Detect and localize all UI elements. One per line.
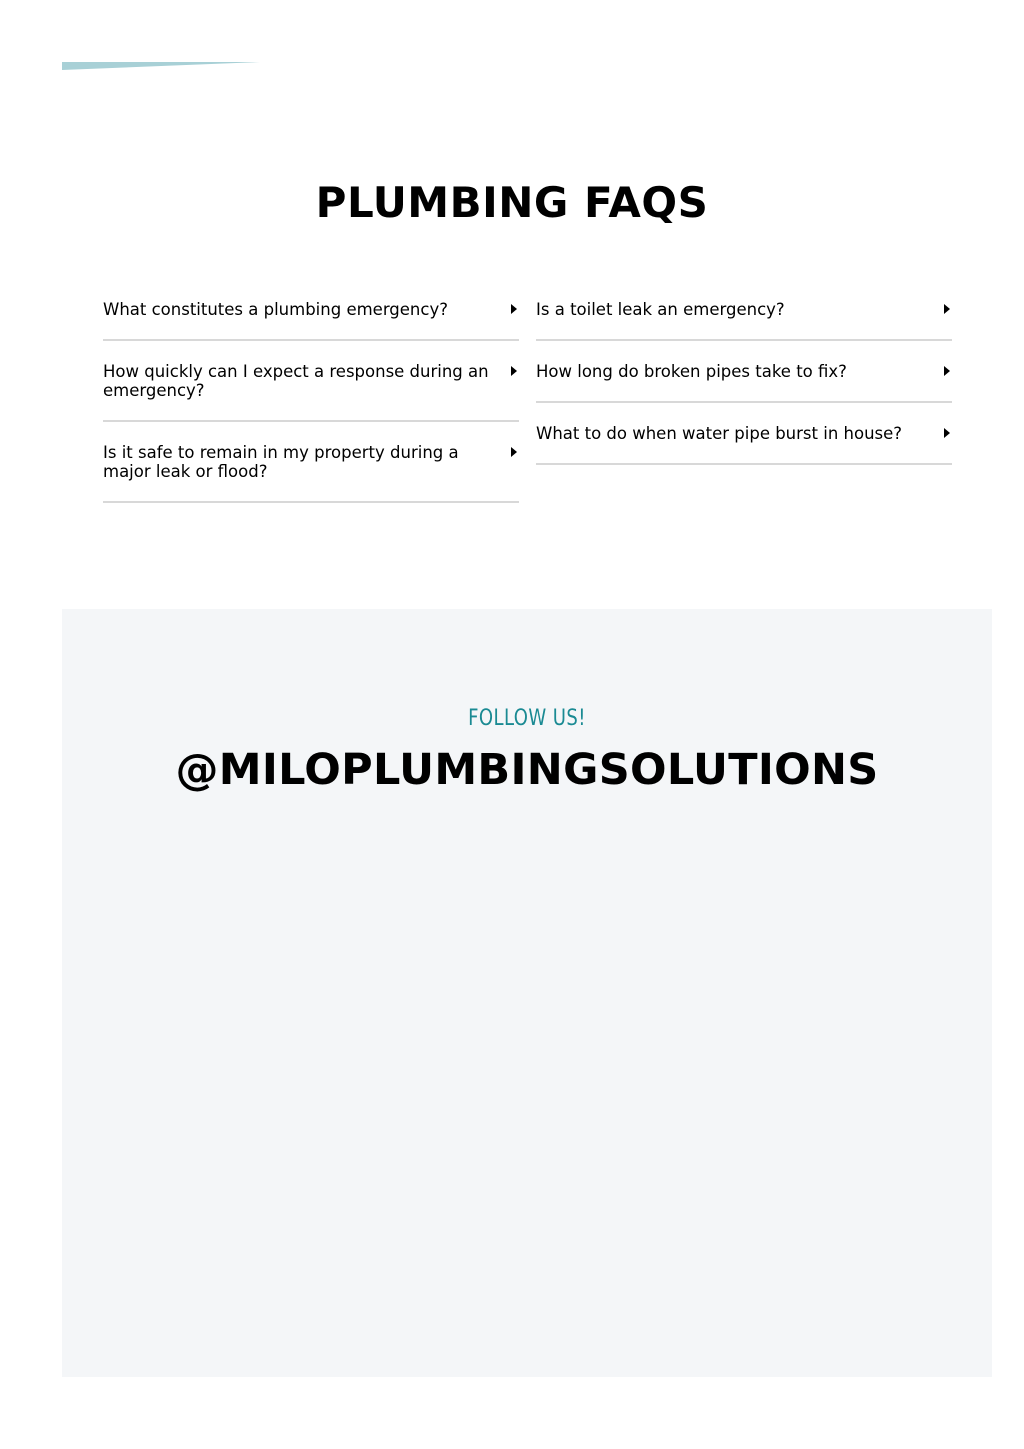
faq-item-safe-to-remain[interactable] — [103, 422, 519, 503]
faq-question: How long do broken pipes take to fix? — [536, 362, 847, 381]
faq-item-plumbing-emergency[interactable] — [103, 292, 519, 341]
faq-question: Is it safe to remain in my property during a major leak or flood? — [103, 443, 459, 481]
social-handle-link[interactable]: @MILOPLUMBINGSOLUTIONS — [175, 745, 879, 795]
top-accent-stripe — [62, 62, 260, 70]
faq-column-right — [536, 292, 952, 465]
faq-item-broken-pipes[interactable] — [536, 341, 952, 403]
faq-question: What constitutes a plumbing emergency? — [103, 300, 448, 319]
faq-item-response-time[interactable] — [103, 341, 519, 422]
caret-right-icon — [944, 304, 950, 314]
faq-title: PLUMBING FAQS — [315, 178, 709, 227]
faq-item-pipe-burst[interactable] — [536, 403, 952, 465]
follow-section — [62, 609, 992, 1377]
faq-item-toilet-leak[interactable] — [536, 292, 952, 341]
faq-question: Is a toilet leak an emergency? — [536, 300, 785, 319]
caret-right-icon — [944, 366, 950, 376]
faq-question: What to do when water pipe burst in house? — [536, 424, 903, 443]
caret-right-icon — [511, 447, 517, 457]
faq-column-left — [103, 292, 519, 503]
caret-right-icon — [511, 366, 517, 376]
caret-right-icon — [944, 428, 950, 438]
faq-question: How quickly can I expect a response during an emergency? — [103, 362, 489, 400]
caret-right-icon — [511, 304, 517, 314]
follow-kicker: FOLLOW US! — [468, 706, 586, 731]
